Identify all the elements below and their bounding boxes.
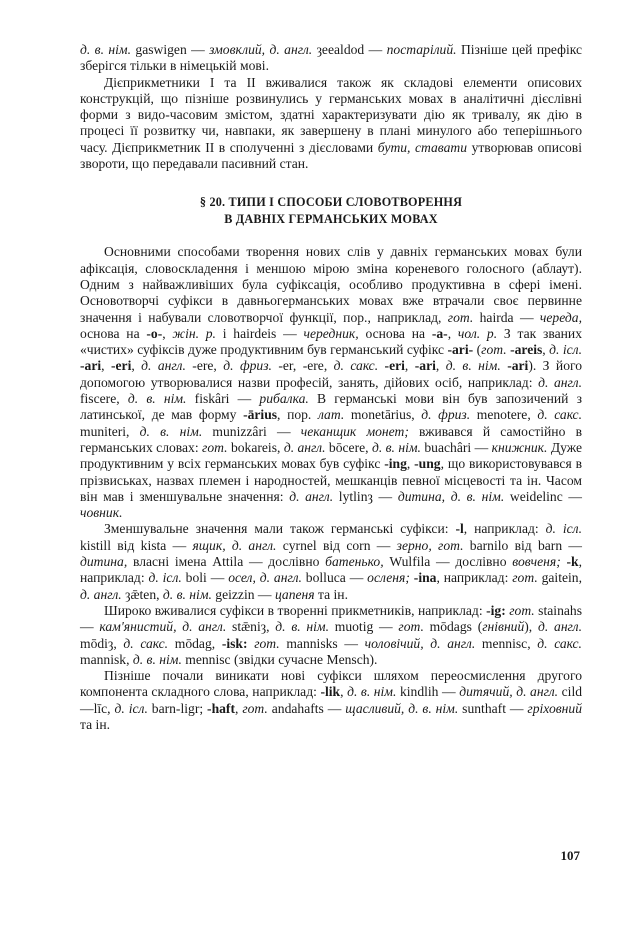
section-heading-line2: В ДАВНІХ ГЕРМАНСЬКИХ МОВАХ [224,212,438,227]
page-number: 107 [560,848,580,863]
section-heading-line1: § 20. ТИПИ І СПОСОБИ СЛОВОТВОРЕННЯ [199,195,463,210]
paragraph-diminutive-suffixes: Зменшувальне значення мали також германські суфікси: -l, наприклад: д. ісл. kistill від kista — ящик, д. англ. cyrnel від corn — зерно, гот. barnilo від barn — дитина, власні імена Attila — дослівно батенько, Wulfila — дослівно вовченя; -k, наприклад: д. ісл. boli — осел, д. англ. bolluca — осленя; -ina, наприклад: гот. gaitein, д. англ. ȝǣten, д. в. нім. geizzin — цапеня та ін. [80,521,582,602]
paragraph-adjective-suffixes: Широко вживалися суфікси в творенні прикметників, наприклад: -ig: гот. stainahs — кам'янистий, д. англ. stǣniȝ, д. в. нім. muotig — гот. mōdags (гнівний), д. англ. mōdiȝ, д. сакс. mōdag, -isk: гот. mannisks — чоловічий, д. англ. mennisc, д. сакс. mannisk, д. в. нім. mennisc (звідки сучасне Mensch). [80,602,583,667]
paragraph-suffixation: Основними способами творення нових слів у давніх германських мовах були афіксація, словоскладення і меншою мірою зміна кореневого голосного (аблаут). Одним з найважливіших була суфіксація, особливо продуктивна в сфері імені. Основотворчі суфікси в давньогерманських мовах вже втрачали своє первинне значення і набували словотворчої функції, пор., наприклад, гот. hairda — череда, основа на -о-, жін. р. і hairdeis — чередник, основа на -а-, чол. р. З так званих «чистих» суфіксів дуже продуктивним був германський суфікс -ari- (гот. -areis, д. ісл. -ari, -eri, д. англ. -ere, д. фриз. -er, -ere, д. сакс. -eri, -ari, д. в. нім. -ari). З його допомогою утворювалися назви професій, занять, дійових осіб, наприклад: д. англ. fiscere, д. в. нім. fiskâri — рибалка. В германські мови він був запозичений з латинської, де мав форму -ārius, пор. лат. monetārius, д. фриз. menotere, д. сакс. muniteri, д. в. нім. munizzâri — чеканщик монет; вживався й самостійно в германських словах: гот. bokareis, д. англ. bōcere, д. в. нім. buachâri — книжник. Дуже продуктивним у всіх германських мовах був суфікс -ing, -ung, що використовувався в прізвиськах, назвах племен і народностей, мешканців певної місцевості та ін. Часом він мав і зменшувальне значення: д. англ. lytlinȝ — дитина, д. в. нім. weidelinc — човник. [80,244,583,521]
section-heading [80,194,582,228]
paragraph-continuation: д. в. нім. gaswigen — змовклий, д. англ. ȝeealdod — постарілий. Пізніше цей префікс зберігся тільки в німецькій мові. [80,42,583,74]
paragraph-new-suffixes: Пізніше почали виникати нові суфікси шляхом переосмислення другого компонента складного слова, наприклад: -lik, д. в. нім. kindlih — дитячий, д. англ. cild—līc, д. ісл. barn-ligr; -haft, гот. andahafts — щасливий, д. в. нім. sunthaft — гріховний та ін. [80,668,583,732]
paragraph-participles: Дієприкметники I та II вживалися також як складові елементи описових конструкцій, що пізніше розвинулись у германських мовах в аналітичні дієслівні форми з видо-часовим змістом, здатні характеризувати дію як тривалу, як дію в процесі її розвитку чи, навпаки, як завершену в плані минулого або теперішнього часу. Дієприкметник II в сполученні з дієсловами бути, ставати утворював описові звороти, що передавали пасивний стан. [80,74,582,172]
